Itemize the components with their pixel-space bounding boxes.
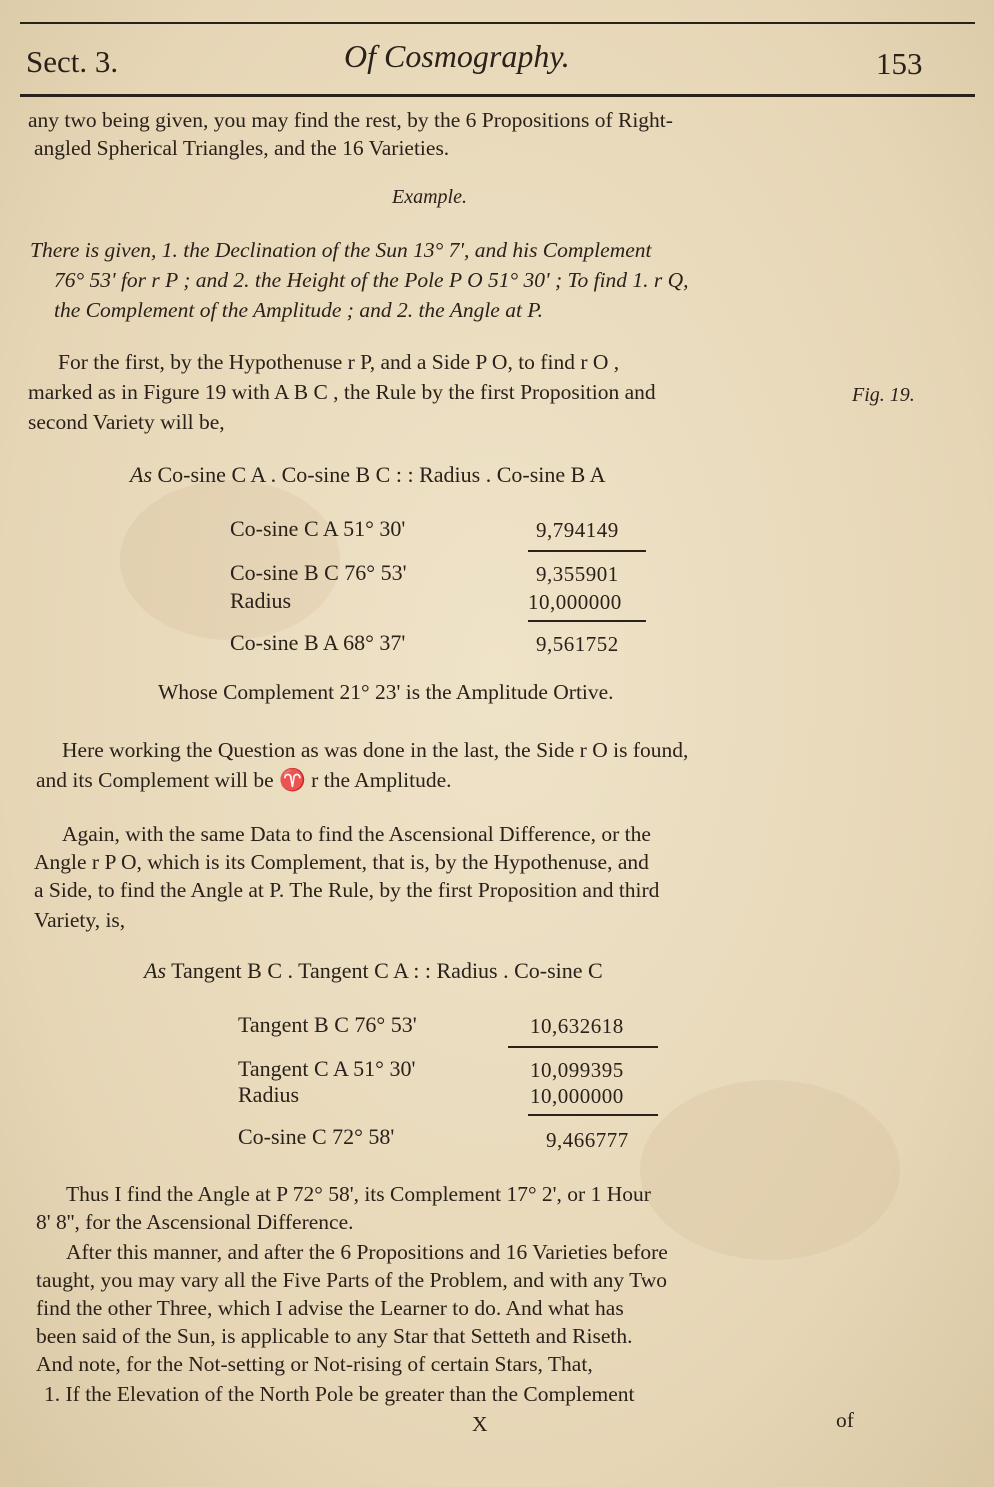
text-line: marked as in Figure 19 with A B C , the Rule by the first Proposition and (28, 380, 656, 404)
rule-as: As (144, 958, 166, 983)
rule-text: Co-sine C A . Co-sine B C : : Radius . Co-sine B A (157, 462, 606, 487)
page-number: 153 (876, 46, 923, 81)
rule-as: As (130, 462, 152, 487)
text-line: 1. If the Elevation of the North Pole be greater than the Complement (44, 1382, 635, 1406)
table-row-value: 10,000000 (530, 1084, 624, 1108)
table-rule (528, 620, 646, 622)
text-line: angled Spherical Triangles, and the 16 Varieties. (34, 136, 450, 160)
table-row-value: 9,466777 (546, 1128, 629, 1152)
table-row-value: 9,794149 (536, 518, 619, 542)
table-row-label: Co-sine C A 51° 30' (230, 516, 406, 541)
rule-formula (130, 462, 605, 488)
example-line: the Complement of the Amplitude ; and 2. the Angle at P. (54, 298, 544, 322)
margin-note: Fig. 19. (852, 384, 915, 406)
table-row-label: Co-sine B C 76° 53' (230, 560, 407, 585)
table-row-value: 10,000000 (528, 590, 622, 614)
table-row-label: Co-sine C 72° 58' (238, 1124, 395, 1149)
text-line: find the other Three, which I advise the Learner to do. And what has (36, 1296, 624, 1320)
table-row-label: Tangent C A 51° 30' (238, 1056, 416, 1081)
table-row-label: Radius (238, 1082, 300, 1107)
running-title: Of Cosmography. (344, 38, 570, 74)
header-bottom-rule (20, 94, 975, 97)
text-line: second Variety will be, (28, 410, 225, 434)
text-line: For the first, by the Hypothenuse r P, and a Side P O, to find r O , (58, 350, 620, 374)
table-note: Whose Complement 21° 23' is the Amplitude Ortive. (158, 680, 614, 704)
text-line: Again, with the same Data to find the Ascensional Difference, or the (62, 822, 651, 846)
text-line: been said of the Sun, is applicable to any Star that Setteth and Riseth. (36, 1324, 633, 1348)
text-line: taught, you may vary all the Five Parts of the Problem, and with any Two (36, 1268, 668, 1292)
catchword: of (836, 1408, 854, 1432)
text-line: Here working the Question as was done in the last, the Side r O is found, (62, 738, 689, 762)
text-line: any two being given, you may find the rest, by the 6 Propositions of Right- (28, 108, 673, 132)
text-line: Thus I find the Angle at P 72° 58', its Complement 17° 2', or 1 Hour (66, 1182, 651, 1206)
table-rule (508, 1046, 658, 1048)
signature-mark: X (472, 1412, 488, 1436)
text-line: Angle r P O, which is its Complement, that is, by the Hypothenuse, and (34, 850, 649, 874)
text-line: and its Complement will be ♈ r the Amplitude. (36, 768, 452, 792)
rule-text: Tangent B C . Tangent C A : : Radius . Co-sine C (171, 958, 603, 983)
table-row-value: 10,099395 (530, 1058, 624, 1082)
example-heading: Example. (392, 186, 467, 208)
table-row-label: Tangent B C 76° 53' (238, 1012, 417, 1037)
header-top-rule (20, 22, 975, 24)
table-row-value: 10,632618 (530, 1014, 624, 1038)
text-line: After this manner, and after the 6 Propositions and 16 Varieties before (66, 1240, 668, 1264)
table-row-value: 9,355901 (536, 562, 619, 586)
rule-formula (144, 958, 603, 984)
table-rule (528, 1114, 658, 1116)
table-row-value: 9,561752 (536, 632, 619, 656)
text-line: 8' 8'', for the Ascensional Difference. (36, 1210, 354, 1234)
table-row-label: Co-sine B A 68° 37' (230, 630, 406, 655)
example-line: There is given, 1. the Declination of the Sun 13° 7', and his Complement (30, 238, 652, 262)
text-line: And note, for the Not-setting or Not-rising of certain Stars, That, (36, 1352, 593, 1376)
table-row-label: Radius (230, 588, 292, 613)
text-line: a Side, to find the Angle at P. The Rule, by the first Proposition and third (34, 878, 660, 902)
paper-stain (640, 1080, 900, 1260)
table-rule (528, 550, 646, 552)
example-line: 76° 53' for r P ; and 2. the Height of the Pole P O 51° 30' ; To find 1. r Q, (54, 268, 689, 292)
section-label: Sect. 3. (26, 44, 119, 79)
text-line: Variety, is, (34, 908, 126, 932)
